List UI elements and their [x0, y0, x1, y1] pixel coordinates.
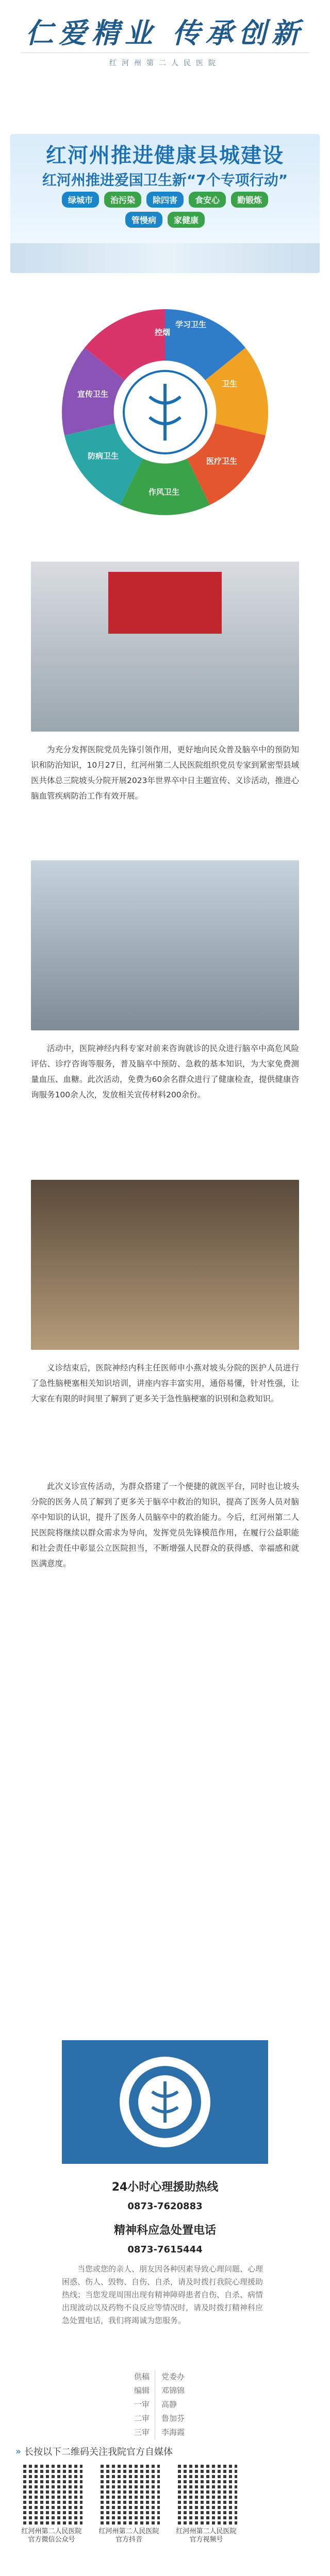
credit-value: 鲁加芬 — [161, 2414, 185, 2423]
credit-value: 高静 — [161, 2400, 177, 2409]
wheel-label: 作风卫生 — [148, 487, 180, 497]
hospital-emblem-icon — [62, 2040, 268, 2164]
banner-people-image — [10, 243, 320, 273]
psych-hotline-title: 24小时心理援助热线 — [111, 2181, 219, 2194]
banner-tag: 管慢病 — [125, 212, 162, 228]
follow-title-text: 长按以下二维码关注我院官方自媒体 — [24, 2447, 173, 2458]
wheel-label: 防病卫生 — [88, 451, 119, 461]
qr-label: 红河州第二人民医院官方抖音 — [98, 2528, 159, 2544]
campaign-banner — [10, 134, 320, 273]
credit-value: 党委办 — [161, 2372, 185, 2381]
emergency-hotline-title: 精神科应急处置电话 — [113, 2224, 216, 2237]
credit-key: 二审 — [108, 2412, 155, 2426]
wheel-label: 医疗卫生 — [206, 456, 238, 466]
credits — [108, 2370, 222, 2439]
follow-section — [15, 2445, 315, 2458]
credit-key: 三审 — [108, 2426, 155, 2439]
follow-title — [15, 2445, 315, 2458]
banner-tag: 除四害 — [146, 192, 184, 208]
wheel-label: 宣传卫生 — [77, 389, 109, 399]
banner-tag: 绿城市 — [62, 192, 99, 208]
credit-key: 编辑 — [108, 2384, 155, 2398]
article-paragraph-3: 义诊结束后，医院神经内科主任医师申小燕对坡头分院的医护人员进行了急性脑梗塞相关知识培训，讲座内容丰富实用，通俗易懂，针对性强，让大家在有限的时间里了解到了更多关于急性脑梗塞的识别和急救知识。 — [31, 1363, 299, 1403]
credit-value: 李海霞 — [161, 2428, 185, 2437]
article-paragraph-2: 活动中，医院神经内科专家对前来咨询就诊的民众进行脑卒中高危风险评估、诊疗咨询等服务，普及脑卒中预防、急救的基本知识，为大家免费测量血压、血糖。此次活动，免费为60余名群众进行了健康检查，提供健康咨询服务100余人次，发放相关宣传材料200余份。 — [31, 1044, 299, 1099]
credit-row — [108, 2384, 222, 2398]
banner-tag: 勤锻炼 — [231, 192, 268, 208]
chevron-right-icon: » — [15, 2446, 22, 2457]
emergency-hotline-number[interactable]: 0873-7615444 — [127, 2244, 203, 2255]
hotline-card — [52, 2040, 278, 2339]
event-photo-1 — [31, 562, 299, 732]
credit-key: 供稿 — [108, 2370, 155, 2384]
credit-row — [108, 2398, 222, 2412]
qr-video[interactable] — [175, 2463, 237, 2544]
hospital-name: 红河州第二人民医院 — [109, 59, 221, 67]
credit-row — [108, 2370, 222, 2384]
page-header — [0, 0, 330, 82]
qr-code-icon — [21, 2463, 82, 2524]
wheel-label: 学习卫生 — [175, 320, 207, 329]
banner-tag: 家健康 — [168, 212, 205, 228]
banner-title: 红河州推进健康县城建设 — [46, 143, 284, 167]
hospital-emblem-image — [62, 2040, 268, 2164]
qr-label: 红河州第二人民医院官方微信公众号 — [21, 2528, 82, 2544]
credit-value: 邓锦锦 — [161, 2386, 185, 2395]
article-paragraph-1: 为充分发挥医院党员先锋引领作用，更好地向民众普及脑卒中的预防知识和防治知识，10月27日，红河州第二人民医院组织党员专家到紧密型县域医共体总三院坡头分院开展2023年世界卒中日主题宣传、义诊活动，推进心脑血管疾病防治工作有效开展。 — [31, 745, 299, 801]
credit-key: 一审 — [108, 2398, 155, 2412]
credit-row — [108, 2426, 222, 2439]
banner-tag: 食安心 — [189, 192, 226, 208]
party-flag — [108, 572, 222, 634]
hotline-description: 当您或您的亲人、朋友因各种因素导致心理问题、心理困惑、伤人、毁物、自伤、自杀，请及时拨打我院心理援助热线；当您发现周围出现有精神障碍患者自伤、自杀、病情出现波动以及药物不良反应等情况时，请及时拨打精神科应急处置电话，我们将竭诚为您服务。 — [62, 2264, 263, 2325]
event-photo-2 — [31, 860, 299, 1030]
banner-tag: 治污染 — [104, 192, 141, 208]
qr-wechat[interactable] — [21, 2463, 82, 2544]
hospital-slogan: 仁爱精业 传承创新 — [25, 16, 305, 49]
wheel-label: 卫生 — [222, 379, 238, 388]
wheel-label: 控烟 — [155, 328, 171, 337]
qr-row-1 — [21, 2463, 237, 2544]
qr-code-icon — [175, 2463, 237, 2524]
qr-label: 红河州第二人民医院官方视频号 — [176, 2528, 237, 2544]
article-paragraph-4: 此次义诊宣传活动，为群众搭建了一个便捷的就医平台，同时也让坡头分院的医务人员了解到了更多关于脑卒中救治的知识，提高了医务人员对脑卒中知识的认识，提升了医务人员脑卒中的救治能力。今后，红河州第二人民医院将继续以群众需求为导向，发挥党员先锋模范作用，在履行公益职能和社会责任中彰显公立医院担当，不断增强人民群众的获得感、幸福感和就医满意度。 — [31, 1482, 299, 1568]
credit-row — [108, 2412, 222, 2426]
event-photo-3 — [31, 1180, 299, 1350]
psych-hotline-number[interactable]: 0873-7620883 — [127, 2201, 203, 2212]
qr-code-icon — [98, 2463, 160, 2524]
health-wheel-diagram — [57, 304, 273, 520]
banner-tags — [10, 192, 320, 228]
banner-subtitle: 红河州推进爱国卫生新“7个专项行动” — [42, 172, 288, 189]
qr-douyin[interactable] — [98, 2463, 160, 2544]
